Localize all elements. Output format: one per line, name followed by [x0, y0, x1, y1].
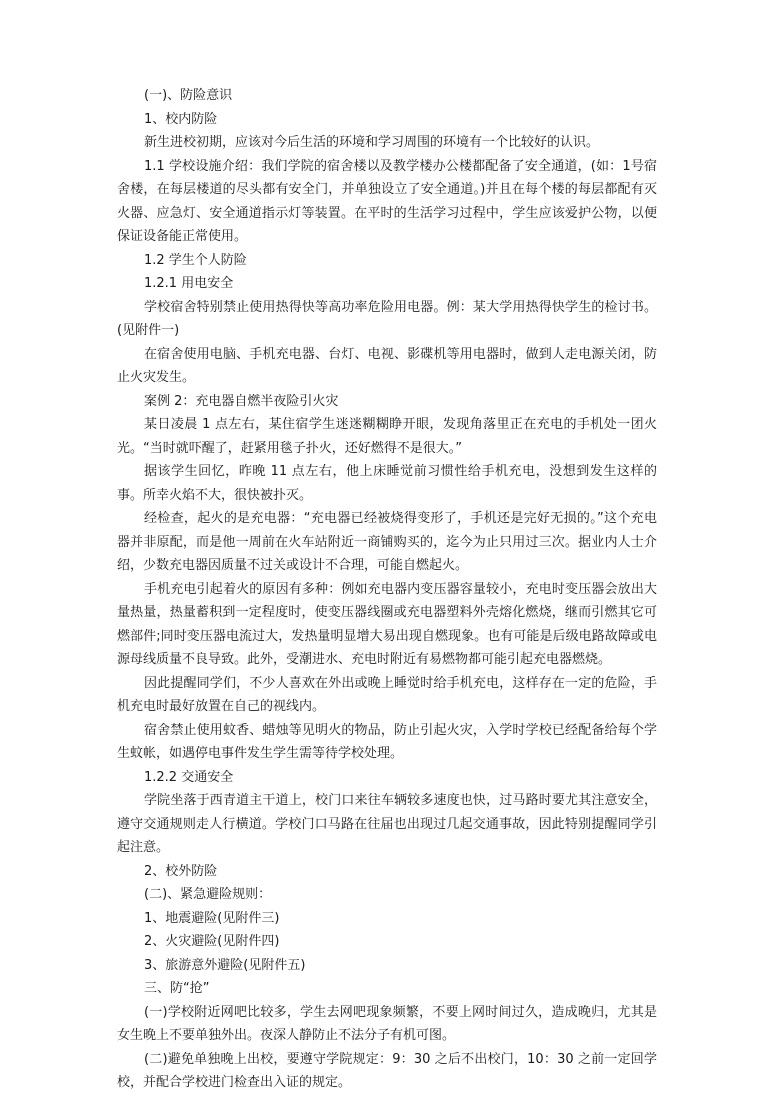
heading-emergency-rules: (二)、紧急避险规则：: [144, 887, 272, 902]
paragraph-charging-causes: 手机充电引起着火的原因有多种：例如充电器内变压器容量较小，充电时变压器会放出大量热量，热量蓄积到一定程度时，使变压器线圈或充电器塑料外壳熔化燃烧，继而引燃其它可燃部件;同时变压器电流过大，发热量明显增大易出现自燃现象。也有可能是后级电路故障或电源母线质量不良导致。此外，受潮进水、充电时附近有易燃物都可能引起充电器燃烧。: [117, 581, 657, 667]
paragraph-case-fire: 某日凌晨 1 点左右，某住宿学生迷迷糊糊睁开眼，发现角落里正在充电的手机处一团火光。“当时就吓醒了，赶紧用毯子扑火，还好燃得不是很大。”: [117, 417, 657, 456]
list-item-fire: 2、火灾避险(见附件四): [144, 934, 280, 949]
paragraph-curfew: (二)避免单独晚上出校，要遵守学院规定：9：30 之后不出校门，10：30 之前一定回学校，并配合学校进门检查出入证的规定。: [117, 1051, 657, 1090]
heading-campus-risk: 1、校内防险: [144, 111, 218, 127]
heading-traffic-safety: 1.2.2 交通安全: [144, 769, 234, 785]
paragraph-reminder: 因此提醒同学们，不少人喜欢在外出或晚上睡觉时给手机充电，这样存在一定的危险，手机充电时最好放置在自己的视线内。: [117, 675, 657, 714]
list-item-travel: 3、旅游意外避险(见附件五): [144, 957, 306, 973]
heading-off-campus-risk: 2、校外防险: [144, 863, 218, 879]
paragraph-open-flame-ban: 宿舍禁止使用蚊香、蜡烛等见明火的物品，防止引起火灾，入学时学校已经配备给每个学生蚊帐，如遇停电事件发生学生需等待学校处理。: [117, 722, 657, 761]
paragraph-appliance-ban: 学校宿舍特别禁止使用热得快等高功率危险用电器。例：某大学用热得快学生的检讨书。(见附件一): [117, 299, 657, 338]
paragraph-case-recall: 据该学生回忆，昨晚 11 点左右，他上床睡觉前习惯性给手机充电，没想到发生这样的事。所幸火焰不大，很快被扑灭。: [117, 464, 657, 503]
paragraph-case-inspection: 经检查，起火的是充电器：“充电器已经被烧得变形了，手机还是完好无损的。”这个充电器并非原配，而是他一周前在火车站附近一商铺购买的，迄今为止只用过三次。据业内人士介绍，少数充电器因质量不过关或设计不合理，可能自燃起火。: [117, 511, 657, 573]
paragraph-intro: 新生进校初期，应该对今后生活的环境和学习周围的环境有一个比较好的认识。: [144, 135, 600, 150]
heading-electrical-safety: 1.2.1 用电安全: [144, 276, 234, 291]
paragraph-facilities: 1.1 学校设施介绍：我们学院的宿舍楼以及教学楼办公楼都配备了安全通道，(如：1号宿舍楼，在每层楼道的尽头都有安全门，并单独设立了安全通道。)并且在每个楼的每层都配有灭火器、应急灯、安全通道指示灯等装置。在平时的生活学习过程中，学生应该爱护公物，以便保证设备能正常使用。: [117, 158, 657, 244]
document-body: [117, 84, 657, 1095]
heading-case-2: 案例 2：充电器自燃半夜险引火灾: [144, 393, 339, 409]
paragraph-power-off: 在宿舍使用电脑、手机充电器、台灯、电视、影碟机等用电器时，做到人走电源关闭，防止火灾发生。: [117, 346, 657, 385]
heading-anti-robbery: 三、防“抢”: [144, 981, 210, 996]
heading-risk-awareness: (一)、防险意识: [144, 88, 233, 103]
list-item-earthquake: 1、地震避险(见附件三): [144, 910, 280, 926]
paragraph-traffic: 学院坐落于西青道主干道上，校门口来往车辆较多速度也快，过马路时要尤其注意安全，遵守交通规则走人行横道。学校门口马路在往届也出现过几起交通事故，因此特别提醒同学引起注意。: [117, 793, 657, 855]
paragraph-internet-cafe: (一)学校附近网吧比较多，学生去网吧现象频繁，不要上网时间过久，造成晚归，尤其是女生晚上不要单独外出。夜深人静防止不法分子有机可图。: [117, 1004, 657, 1043]
heading-personal-risk: 1.2 学生个人防险: [144, 252, 247, 268]
